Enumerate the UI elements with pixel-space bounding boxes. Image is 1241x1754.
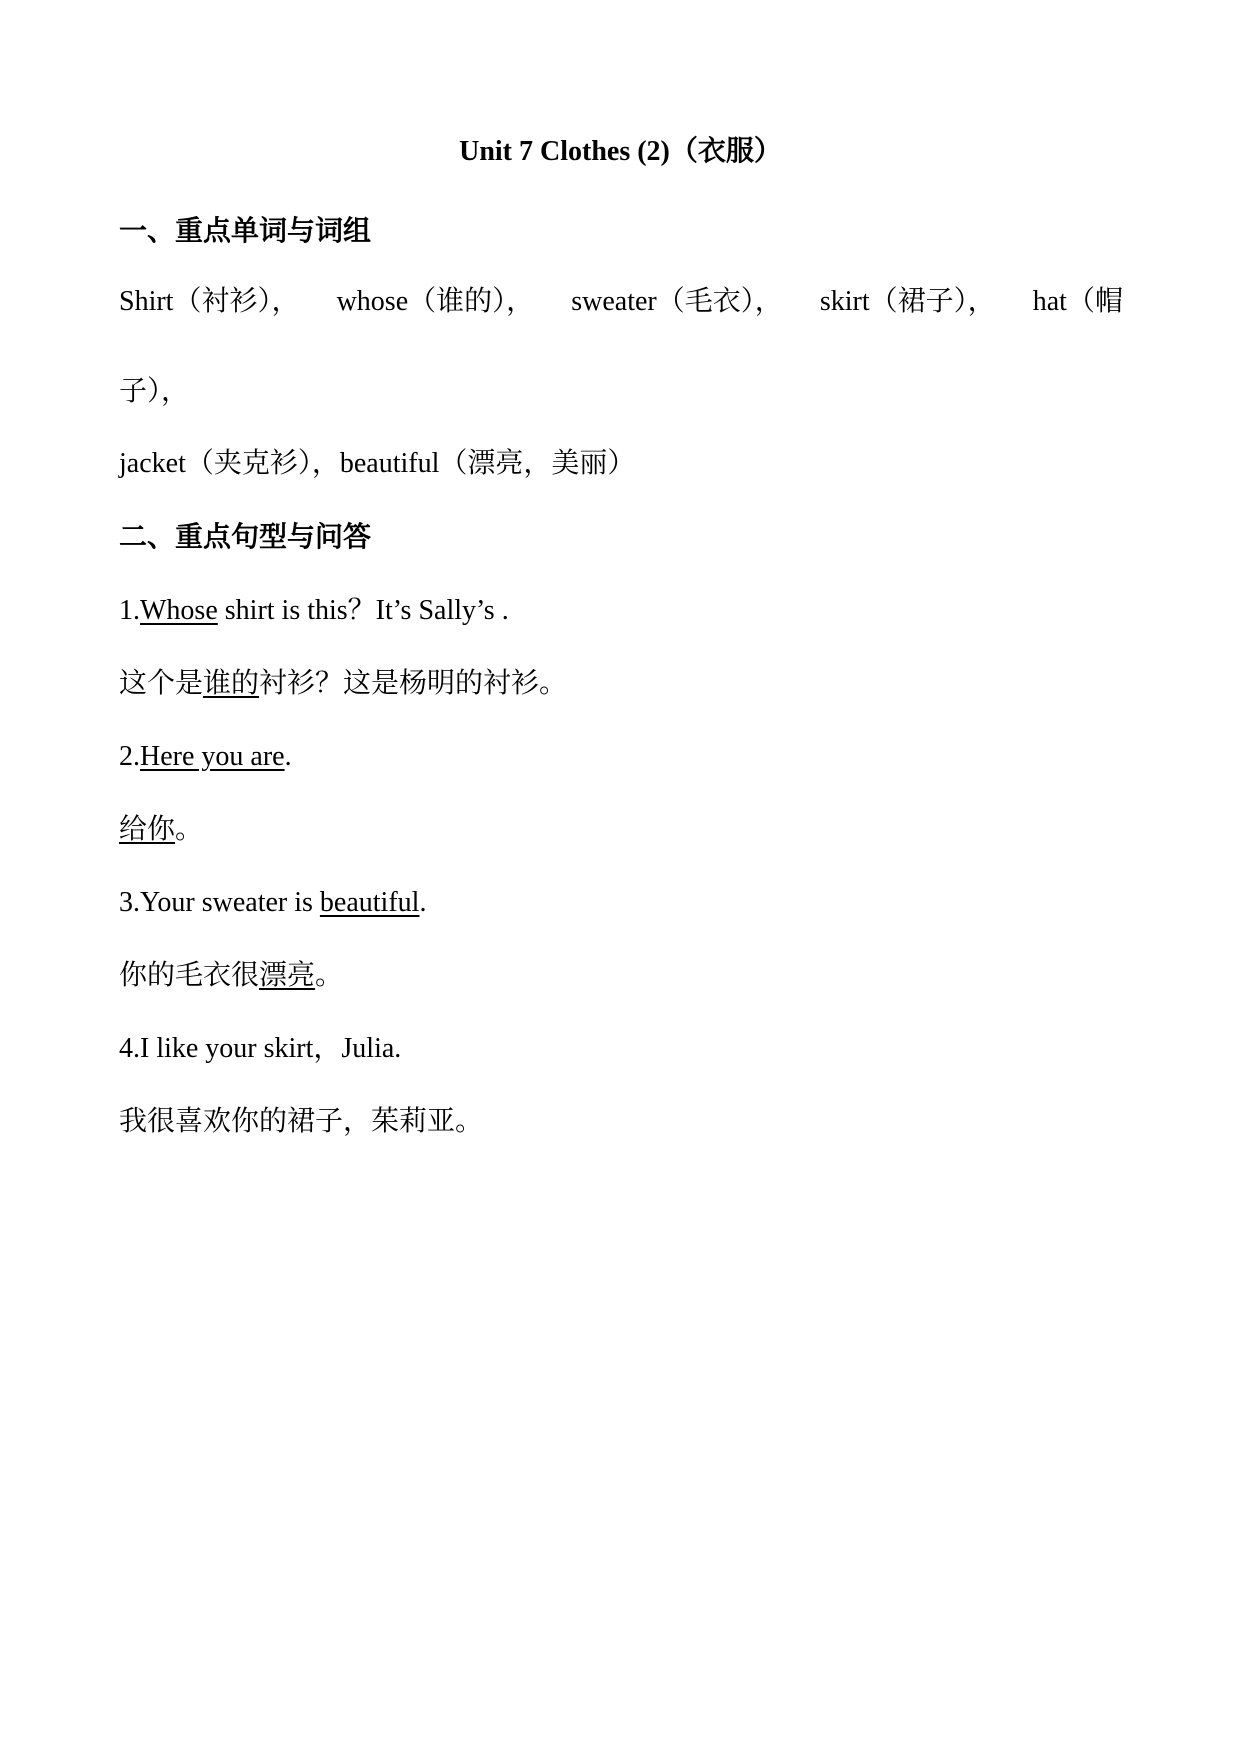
vocab-whose: whose（谁的）， <box>336 286 535 317</box>
vocab-line-1 <box>119 282 1123 322</box>
sentence-2-cn-post: 。 <box>175 814 204 845</box>
sentence-4-cn: 我很喜欢你的裙子，茱莉亚。 <box>119 1106 484 1137</box>
vocab-sweater: sweater（毛衣）， <box>571 286 783 317</box>
sentence-3-pre: 3.Your sweater is <box>119 887 320 918</box>
sentence-1-cn-pre: 这个是 <box>119 668 204 699</box>
sentence-1-rest: shirt is this？It’s Sally’s . <box>217 595 509 626</box>
sentence-2-post: . <box>284 741 292 772</box>
sentence-3-cn-underlined: 漂亮 <box>259 960 316 991</box>
sentence-1-number: 1. <box>119 595 140 626</box>
sentence-3-underlined: beautiful <box>319 887 420 918</box>
sentence-2-number: 2. <box>119 741 140 772</box>
page-title: Unit 7 Clothes (2)（衣服） <box>459 136 782 167</box>
sentence-1-cn-post: 衬衫？这是杨明的衬衫。 <box>259 668 568 699</box>
sentence-2-en <box>119 737 292 777</box>
vocab-skirt: skirt（裙子）， <box>819 286 996 317</box>
sentence-2-cn-underlined: 给你 <box>119 814 176 845</box>
section-heading-vocabulary: 一、重点单词与词组 <box>119 216 372 247</box>
sentence-1-cn-underlined: 谁的 <box>203 668 260 699</box>
sentence-3-cn <box>119 956 343 996</box>
sentence-2-cn <box>119 810 203 850</box>
vocab-shirt: Shirt（衬衫）， <box>119 286 300 317</box>
sentence-1-underlined: Whose <box>140 595 218 626</box>
section-heading-sentences: 二、重点句型与问答 <box>119 522 372 553</box>
sentence-2-underlined: Here you are <box>140 741 285 772</box>
sentence-3-cn-pre: 你的毛衣很 <box>119 960 260 991</box>
sentence-4-en: 4.I like your skirt，Julia. <box>119 1033 402 1064</box>
vocab-line-2: 子）， <box>119 376 190 407</box>
vocab-line-3: jacket（夹克衫），beautiful（漂亮，美丽） <box>119 448 636 479</box>
sentence-3-post: . <box>419 887 427 918</box>
vocab-hat: hat（帽 <box>1032 286 1123 317</box>
sentence-3-cn-post: 。 <box>315 960 344 991</box>
sentence-1-en <box>119 591 509 631</box>
sentence-3-en <box>119 883 426 923</box>
sentence-1-cn <box>119 664 567 704</box>
